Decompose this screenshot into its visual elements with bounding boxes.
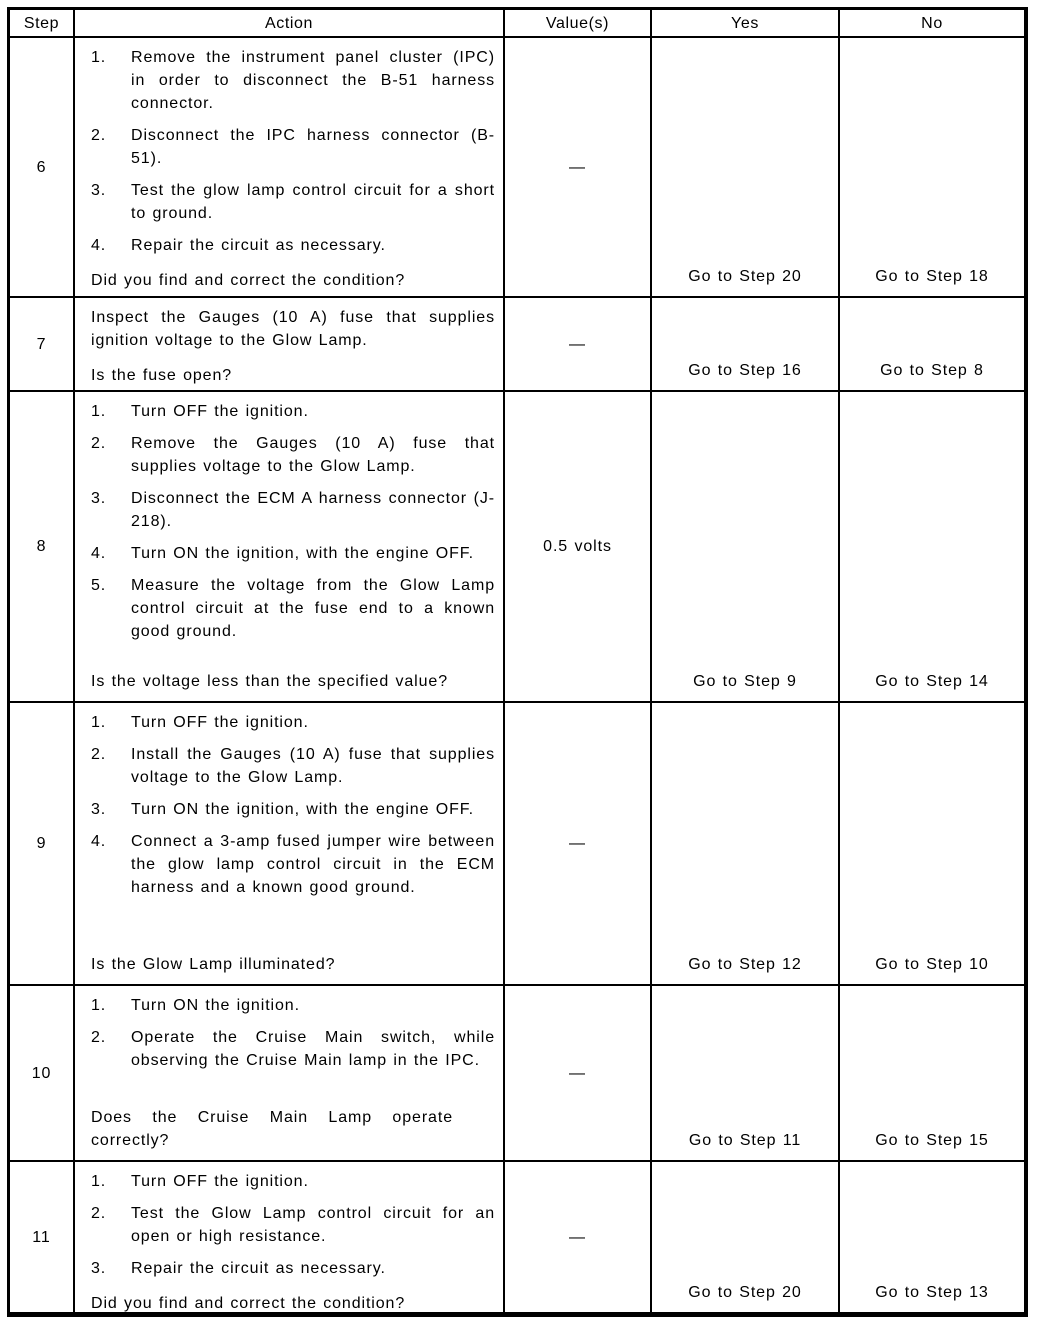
value-cell: — [505, 1162, 652, 1312]
item-text: Test the glow lamp control circuit for a short to ground. [131, 182, 495, 222]
item-number: 4. [91, 833, 107, 850]
value-cell: — [505, 986, 652, 1162]
yes-goto-cell: Go to Step 16 [652, 298, 840, 392]
item-text: Measure the voltage from the Glow Lamp control circuit at the fuse end to a known good ground. [131, 577, 495, 640]
item-number: 3. [91, 801, 107, 818]
item-number: 2. [91, 435, 107, 452]
item-number: 3. [91, 182, 107, 199]
action-cell [75, 392, 505, 703]
action-cell [75, 38, 505, 298]
step-number-cell: 11 [10, 1162, 75, 1312]
action-item [91, 46, 495, 115]
item-text: Test the Glow Lamp control circuit for an open or high resistance. [131, 1205, 495, 1245]
step-number-cell: 9 [10, 703, 75, 986]
header-cell-step: Step [10, 10, 75, 38]
action-item [91, 711, 495, 734]
action-item [91, 1026, 495, 1072]
header-cell-no: No [840, 10, 1024, 38]
yes-goto-cell: Go to Step 20 [652, 38, 840, 298]
question-text: Did you find and correct the condition? [91, 272, 406, 289]
no-goto-cell: Go to Step 10 [840, 703, 1024, 986]
item-number: 3. [91, 490, 107, 507]
action-item [91, 234, 495, 257]
no-goto-cell: Go to Step 8 [840, 298, 1024, 392]
value-cell: — [505, 298, 652, 392]
item-number: 2. [91, 1205, 107, 1222]
item-number: 3. [91, 1260, 107, 1277]
question-text: Is the Glow Lamp illuminated? [91, 956, 336, 973]
action-item [91, 830, 495, 899]
diagnostic-table [7, 7, 1028, 1317]
value-cell: 0.5 volts [505, 392, 652, 703]
item-number: 2. [91, 746, 107, 763]
value-cell: — [505, 38, 652, 298]
yes-goto-cell: Go to Step 12 [652, 703, 840, 986]
item-number: 4. [91, 237, 107, 254]
action-item [91, 400, 495, 423]
item-text: Disconnect the ECM A harness connector (J-218). [131, 490, 495, 530]
item-text: Remove the Gauges (10 A) fuse that supplies voltage to the Glow Lamp. [131, 435, 495, 475]
step-number-cell: 8 [10, 392, 75, 703]
question-text: Is the fuse open? [91, 367, 233, 384]
item-number: 5. [91, 577, 107, 594]
item-text: Turn ON the ignition. [131, 997, 300, 1014]
yes-goto-cell: Go to Step 11 [652, 986, 840, 1162]
action-cell [75, 703, 505, 986]
item-text: Install the Gauges (10 A) fuse that supplies voltage to the Glow Lamp. [131, 746, 495, 786]
action-item [91, 1202, 495, 1248]
action-item [91, 124, 495, 170]
item-number: 2. [91, 127, 107, 144]
question-text: Did you find and correct the condition? [91, 1295, 406, 1312]
action-item [91, 798, 495, 821]
question-text: Does the Cruise Main Lamp operate correctly? [91, 1109, 453, 1149]
action-intro-text: Inspect the Gauges (10 A) fuse that supplies ignition voltage to the Glow Lamp. [91, 309, 495, 349]
action-item [91, 1257, 495, 1280]
no-goto-cell: Go to Step 13 [875, 1284, 989, 1301]
item-number: 1. [91, 49, 107, 66]
step-number-cell: 7 [10, 298, 75, 392]
question-text: Is the voltage less than the specified value? [91, 673, 449, 690]
action-item [91, 179, 495, 225]
item-text: Turn ON the ignition, with the engine OFF. [131, 801, 475, 818]
action-item [91, 1170, 495, 1193]
action-item [91, 432, 495, 478]
value-cell: — [505, 703, 652, 986]
item-number: 1. [91, 403, 107, 420]
item-text: Turn OFF the ignition. [131, 403, 309, 420]
item-text: Turn ON the ignition, with the engine OFF. [131, 545, 475, 562]
header-cell-values: Value(s) [505, 10, 652, 38]
item-number: 2. [91, 1029, 107, 1046]
action-item [91, 574, 495, 643]
action-item [91, 743, 495, 789]
no-goto-cell: Go to Step 15 [840, 986, 1024, 1162]
item-number: 1. [91, 997, 107, 1014]
step-number-cell: 10 [10, 986, 75, 1162]
action-item [91, 994, 495, 1017]
no-goto-cell: Go to Step 14 [840, 392, 1024, 703]
yes-goto-cell: Go to Step 20 [652, 1162, 840, 1312]
action-cell [75, 986, 505, 1162]
action-cell [75, 1162, 505, 1312]
item-text: Repair the circuit as necessary. [131, 237, 386, 254]
no-goto-cell: Go to Step 18 [840, 38, 1024, 298]
item-text: Connect a 3-amp fused jumper wire between the glow lamp control circuit in the ECM harness and a known good ground. [131, 833, 495, 896]
action-item [91, 542, 495, 565]
action-item [91, 487, 495, 533]
item-number: 1. [91, 714, 107, 731]
item-number: 4. [91, 545, 107, 562]
step-number-cell: 6 [10, 38, 75, 298]
header-cell-action: Action [75, 10, 505, 38]
item-text: Repair the circuit as necessary. [131, 1260, 386, 1277]
yes-goto-cell: Go to Step 9 [652, 392, 840, 703]
item-text: Turn OFF the ignition. [131, 714, 309, 731]
item-text: Turn OFF the ignition. [131, 1173, 309, 1190]
item-text: Operate the Cruise Main switch, while observing the Cruise Main lamp in the IPC. [131, 1029, 495, 1069]
item-text: Disconnect the IPC harness connector (B-51). [131, 127, 495, 167]
item-text: Remove the instrument panel cluster (IPC) in order to disconnect the B-51 harness connector. [131, 49, 495, 112]
header-cell-yes: Yes [652, 10, 840, 38]
action-cell [75, 298, 505, 392]
item-number: 1. [91, 1173, 107, 1190]
